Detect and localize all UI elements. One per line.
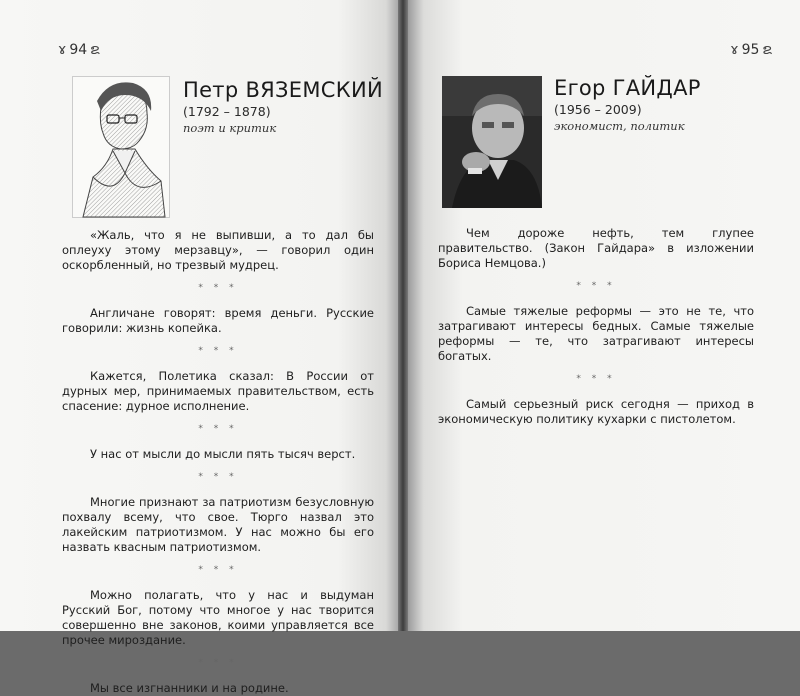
page-number-text: 95 (741, 42, 760, 58)
quote: Чем дороже нефть, тем глупее правительство. (Закон Гайдара» в изложении Бориса Немцова.) (438, 226, 754, 270)
separator: * * * (198, 658, 238, 668)
author-years: (1792 – 1878) (183, 104, 271, 119)
sketch-portrait-icon (73, 77, 169, 217)
author-role: поэт и критик (183, 121, 277, 135)
quote: Многие признают за патриотизм безусловную похвалу всему, что свое. Тюрго назвал это лакейским патриотизмом. У нас можно бы его назвать квасным патриотизмом. (62, 495, 374, 554)
quote: Можно полагать, что у нас и выдуман Русский Бог, потому что многое у нас творится совершенно вне законов, коими управляется все прочее мироздание. (62, 588, 374, 647)
author-name: Петр ВЯЗЕМСКИЙ (183, 78, 383, 102)
quote: Кажется, Полетика сказал: В России от дурных мер, принимаемых правительством, есть спасение: дурное исполнение. (62, 369, 374, 413)
ornament-left-icon: ɤ (58, 42, 67, 58)
author-name: Егор ГАЙДАР (554, 76, 701, 100)
author-years: (1956 – 2009) (554, 102, 642, 117)
ornament-left-icon: ɤ (730, 42, 739, 58)
quote: Самый серьезный риск сегодня — приход в экономическую политику кухарки с пистолетом. (438, 397, 754, 426)
quote: Самые тяжелые реформы — это не те, что затрагивают интересы бедных. Самые тяжелые реформы — те, что затрагивают интересы богатых. (438, 304, 754, 363)
author-role: экономист, политик (554, 119, 685, 133)
gaidar-photo (442, 76, 542, 208)
quote: Англичане говорят: время деньги. Русские говорили: жизнь копейка. (62, 306, 374, 335)
separator: * * * (198, 283, 238, 293)
quote: «Жаль, что я не выпивши, а то дал бы оплеуху этому мерзавцу», — говорил один оскорбленный, но трезвый мудрец. (62, 228, 374, 272)
left-page (0, 0, 398, 695)
separator: * * * (576, 281, 616, 291)
right-page-number (730, 42, 772, 58)
quote: У нас от мысли до мысли пять тысяч верст. (90, 447, 356, 461)
right-page (408, 0, 800, 631)
quote: Мы все изгнанники и на родине. (90, 681, 289, 695)
ornament-right-icon: ຂ (762, 42, 772, 58)
separator: * * * (198, 424, 238, 434)
separator: * * * (198, 565, 238, 575)
separator: * * * (198, 346, 238, 356)
quotes-block (62, 228, 374, 696)
ornament-right-icon: ຂ (90, 42, 100, 58)
quotes-block (438, 226, 754, 427)
separator: * * * (576, 374, 616, 384)
page-number-text: 94 (69, 42, 88, 58)
left-page-number (58, 42, 100, 58)
book-gutter (398, 0, 408, 631)
vyazemsky-portrait (72, 76, 170, 218)
photo-portrait-icon (442, 76, 542, 208)
separator: * * * (198, 472, 238, 482)
